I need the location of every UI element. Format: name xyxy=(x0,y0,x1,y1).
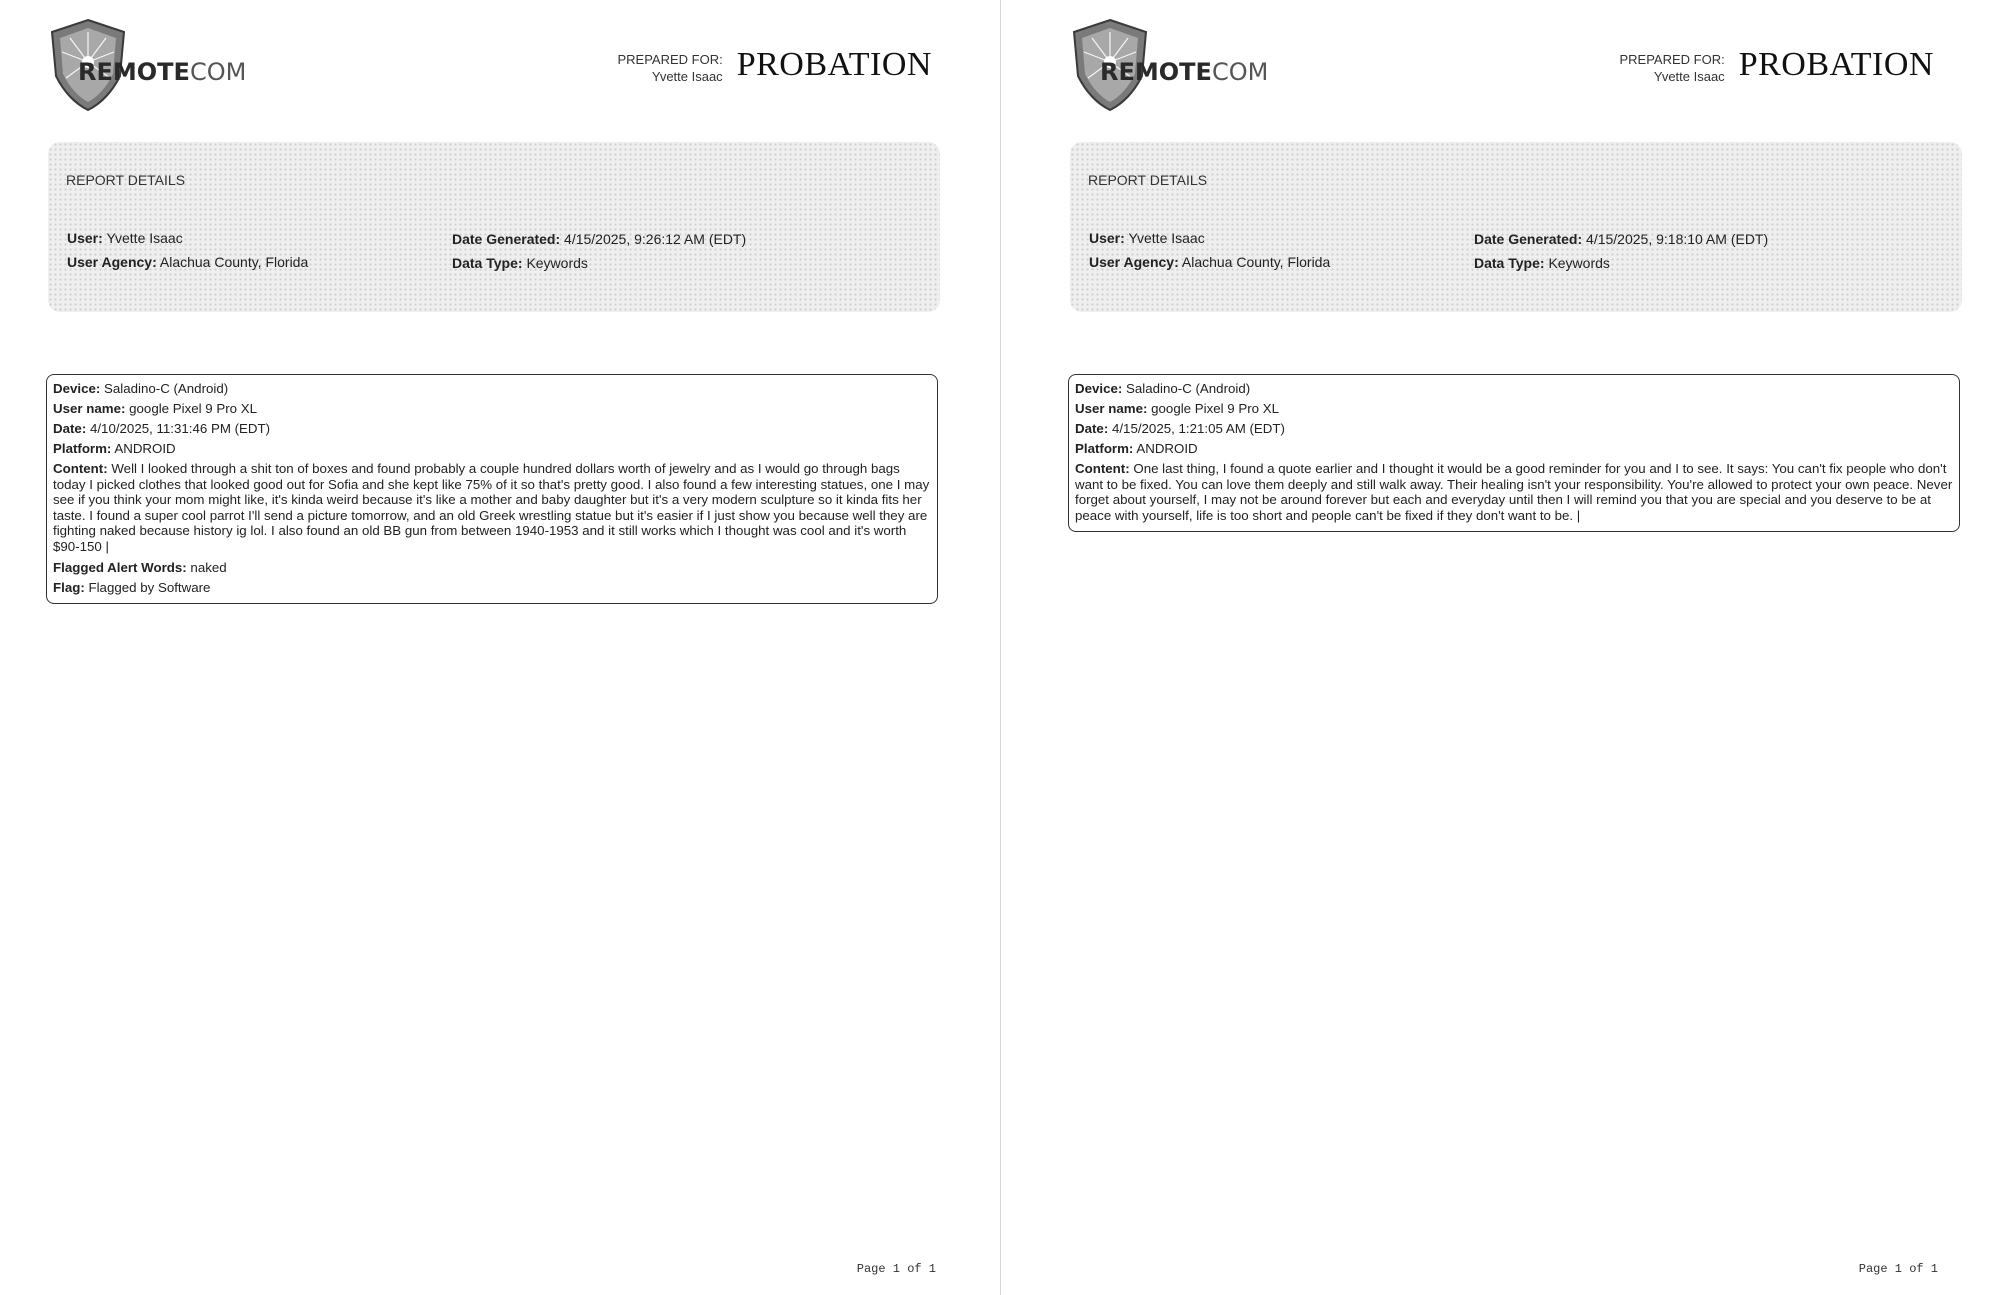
report-details-panel xyxy=(1070,142,1962,312)
detail-data-type: Data Type: Keywords xyxy=(452,255,588,271)
report-details-title: REPORT DETAILS xyxy=(66,172,186,188)
page-number: Page 1 of 1 xyxy=(1858,1262,1938,1276)
detail-user: User: Yvette Isaac xyxy=(67,230,183,246)
logo-wordmark: REMOTECOM xyxy=(78,58,247,86)
record-device: Device: Saladino-C (Android) xyxy=(53,381,229,396)
remotecom-logo xyxy=(1070,18,1310,113)
record-date: Date: 4/10/2025, 11:31:46 PM (EDT) xyxy=(53,421,271,436)
remotecom-logo xyxy=(48,18,288,113)
report-details-title: REPORT DETAILS xyxy=(1088,172,1208,188)
detail-date-generated: Date Generated: 4/15/2025, 9:26:12 AM (EDT) xyxy=(452,231,747,247)
detail-user-agency: User Agency: Alachua County, Florida xyxy=(67,254,309,270)
report-title: PROBATION xyxy=(1738,46,1934,83)
record-platform: Platform: ANDROID xyxy=(53,441,176,456)
detail-date-generated: Date Generated: 4/15/2025, 9:18:10 AM (EDT) xyxy=(1474,231,1769,247)
report-page-2 xyxy=(1022,0,2000,1295)
record-date: Date: 4/15/2025, 1:21:05 AM (EDT) xyxy=(1075,421,1285,436)
record-flag: Flag: Flagged by Software xyxy=(53,579,211,595)
page-divider xyxy=(1000,0,1001,1295)
keyword-record-card xyxy=(46,374,938,604)
record-user-name: User name: google Pixel 9 Pro XL xyxy=(1075,401,1280,416)
record-flagged-words: Flagged Alert Words: naked xyxy=(53,559,227,575)
detail-user: User: Yvette Isaac xyxy=(1089,230,1205,246)
prepared-for-name: Yvette Isaac xyxy=(651,69,723,84)
prepared-for-block xyxy=(617,46,932,84)
logo-wordmark: REMOTECOM xyxy=(1100,58,1269,86)
page-number: Page 1 of 1 xyxy=(856,1262,936,1276)
prepared-for-label: PREPARED FOR: xyxy=(1619,52,1725,67)
record-device: Device: Saladino-C (Android) xyxy=(1075,381,1251,396)
prepared-for-name: Yvette Isaac xyxy=(1653,69,1725,84)
keyword-record-card xyxy=(1068,374,1960,532)
prepared-for-block xyxy=(1619,46,1934,84)
detail-user-agency: User Agency: Alachua County, Florida xyxy=(1089,254,1331,270)
record-user-name: User name: google Pixel 9 Pro XL xyxy=(53,401,258,416)
record-platform: Platform: ANDROID xyxy=(1075,441,1198,456)
report-details-panel xyxy=(48,142,940,312)
record-content: Content: One last thing, I found a quote earlier and I thought it would be a good reminder for you and I to see. It says: You can't fix people who don't want to be fixed. You can love them deeply and still walk away. Their healing isn't your responsibility. You're allowed to protect your own peace. Never forget about yourself, I may not be around forever but each and everyday until then I will remind you that you are special and you deserve to be at peace with yourself, life is too short and people can't be fixed if they don't want to be. | xyxy=(1075,461,1953,523)
report-title: PROBATION xyxy=(736,46,932,83)
detail-data-type: Data Type: Keywords xyxy=(1474,255,1610,271)
record-content: Content: Well I looked through a shit ton of boxes and found probably a couple hundred dollars worth of jewelry and as I would go through bags today I picked clothes that looked good out for Sofia and she kept like 75% of it so that's pretty good. I also found a few interesting statues, one I may see if you think your mom might like, it's kinda weird because it's like a mother and baby daughter but it's a very modern sculpture so it kinda fits her taste. I found a super cool parrot I'll send a picture tomorrow, and an old Greek wrestling statue but it's easier if I just show you because well they are fighting naked because history ig lol. I also found an old BB gun from between 1940-1953 and it still works which I thought was cool and it's worth $90-150 | xyxy=(53,461,930,554)
prepared-for-label: PREPARED FOR: xyxy=(617,52,723,67)
